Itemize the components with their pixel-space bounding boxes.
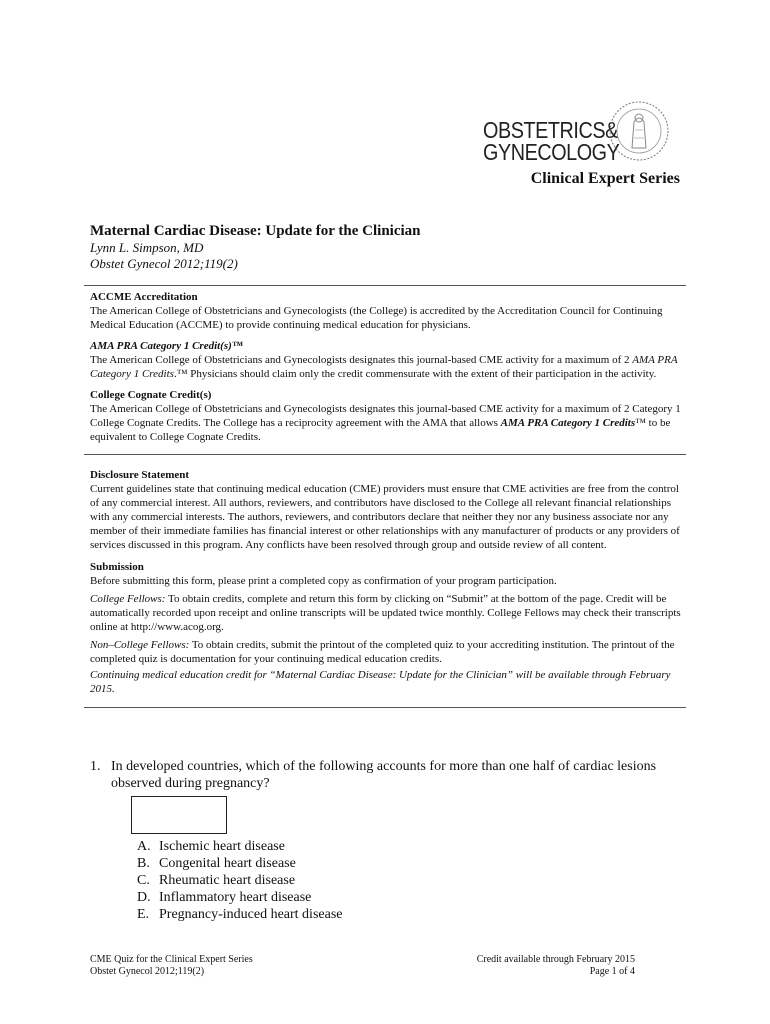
divider [84,285,686,286]
accme-text: The American College of Obstetricians and Gynecologists (the College) is accredited by the Accreditation Council for Continuing Medical Education (ACCME) to provide continuing medical education for physicians. [90,305,663,331]
author: Lynn L. Simpson, MD [90,240,204,255]
question-1 [90,758,680,798]
accme-heading: ACCME Accreditation [90,291,198,303]
option-d: D. Inflammatory heart disease [137,890,312,905]
article-byline [90,240,238,272]
credit-availability: Continuing medical education credit for “Maternal Cardiac Disease: Update for the Clinician” will be available through February 2015. [90,669,671,695]
footer-left [90,954,253,978]
option-b: B. Congenital heart disease [137,856,296,871]
footer-quiz-title: CME Quiz for the Clinical Expert Series [90,954,253,965]
disclosure-heading: Disclosure Statement [90,469,190,481]
option-a: A. Ischemic heart disease [137,839,285,854]
footer-credit-date: Credit available through February 2015 [476,954,635,965]
page-number: Page 1 of 4 [589,966,635,977]
nonfellows-instructions: Non–College Fellows: To obtain credits, submit the printout of the completed quiz to your accrediting institution. The printout of the completed quiz is documentation for your continuing medical education credits. [90,639,675,665]
question-number: 1. [90,759,101,774]
citation: Obstet Gynecol 2012;119(2) [90,256,238,271]
submission-intro: Before submitting this form, please print a completed copy as confirmation of your program participation. [90,575,557,587]
seal-icon [608,100,670,162]
cognate-text: The American College of Obstetricians and Gynecologists designates this journal-based CME activity for a maximum of 2 Category 1 College Cognate Credits. The College has a reciprocity agreement with the AMA that allows AMA PRA Category 1 Credits™ to be equivalent to College Cognate Credits. [90,403,681,443]
answer-input[interactable] [131,796,227,834]
logo-line-1: OBSTETRICS& [483,117,618,143]
disclosure-text: Current guidelines state that continuing medical education (CME) providers must ensure that CME activities are free from the control of any commercial interest. All authors, reviewers, and contributors have disclosed to the College all relevant financial relationships with any commercial interests. The authors, reviewers, and contributors declare that neither they nor any business associate nor any member of their immediate families has financial interest or other relationships with any manufacturer of products or any providers of services discussed in this program. Any conflicts have been resolved through group and outside review of all content. [90,483,680,551]
divider [84,454,686,455]
logo-line-2: GYNECOLOGY [483,139,620,165]
ama-text: The American College of Obstetricians and Gynecologists designates this journal-based CME activity for a maximum of 2 AMA PRA Category 1 Credits.™ Physicians should claim only the credit commensurate with the extent of their participation in the activity. [90,354,678,380]
submission-heading: Submission [90,561,144,573]
journal-logo [483,100,675,168]
series-title: Clinical Expert Series [530,170,680,187]
cognate-heading: College Cognate Credit(s) [90,389,212,401]
option-c: C. Rheumatic heart disease [137,873,296,888]
footer-right [430,954,635,978]
article-title: Maternal Cardiac Disease: Update for the Clinician [90,223,421,239]
divider [84,707,686,708]
answer-options [137,838,342,923]
footer-citation: Obstet Gynecol 2012;119(2) [90,966,205,977]
option-e: E. Pregnancy-induced heart disease [137,907,343,922]
question-text: In developed countries, which of the following accounts for more than one half of cardiac lesions observed during pregnancy? [111,759,657,791]
fellows-instructions: College Fellows: To obtain credits, complete and return this form by clicking on “Submit” at the bottom of the page. Credit will be automatically recorded upon receipt and online transcripts will be updated twice monthly. College Fellows may check their transcripts online at http://www.acog.org. [90,593,681,633]
accreditation-section [90,290,690,444]
ama-heading: AMA PRA Category 1 Credit(s)™ [90,340,243,352]
disclosure-section [90,468,690,696]
